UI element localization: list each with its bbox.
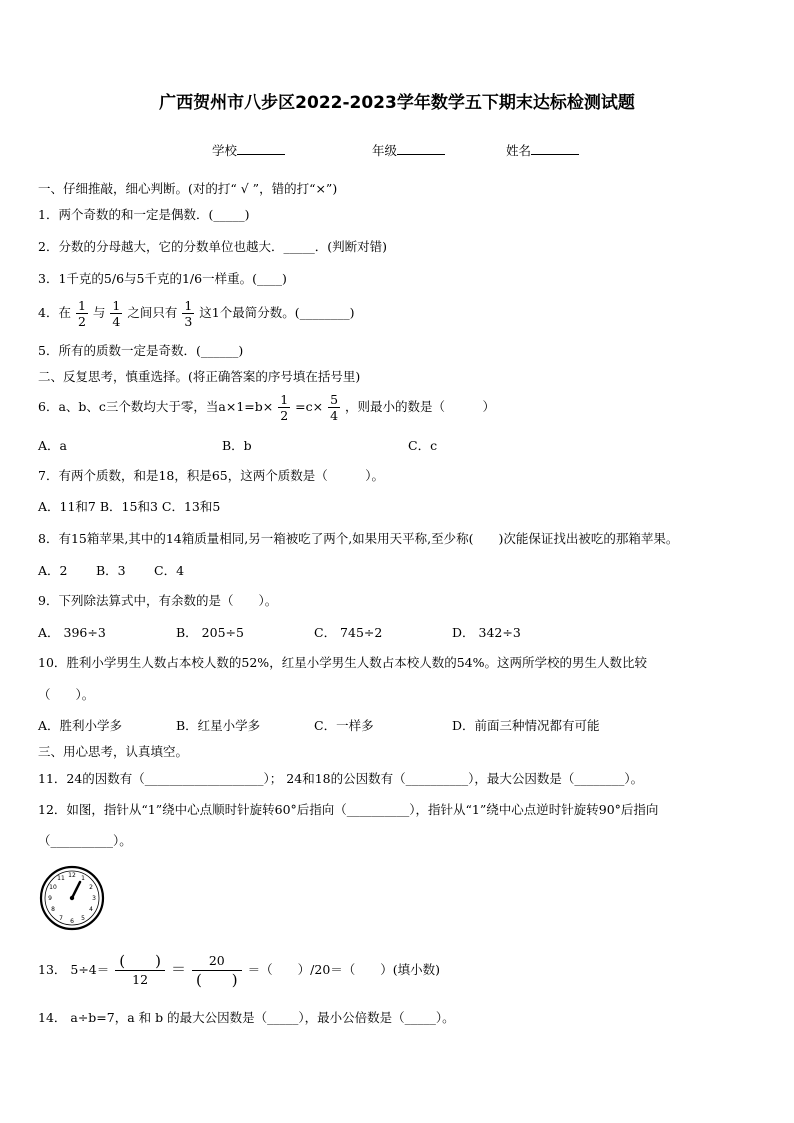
option-b: B．红星小学多 xyxy=(176,718,261,733)
fraction-blank-12: $\frac{( )}{12}$ xyxy=(115,952,165,989)
name-field: 姓名 xyxy=(506,140,579,159)
fraction-5-4: $\frac{5}{4}$ xyxy=(330,392,339,423)
svg-text:2: 2 xyxy=(89,884,93,891)
svg-text:8: 8 xyxy=(51,906,55,913)
school-field: 学校 xyxy=(212,140,285,159)
option-b: B．b xyxy=(222,438,252,453)
svg-text:3: 3 xyxy=(92,895,96,902)
question-7-options: A．11和7 B．15和3 C．13和5 xyxy=(38,499,221,514)
svg-text:6: 6 xyxy=(70,918,74,925)
question-7: 7．有两个质数，和是18，积是65，这两个质数是（ ）。 xyxy=(38,468,385,483)
question-10-cont: （ ）。 xyxy=(38,687,95,702)
question-12-cont: （__________）。 xyxy=(38,833,132,848)
fraction-1-3: $\frac{1}{3}$ xyxy=(184,298,193,329)
page-title: 广西贺州市八步区2022-2023学年数学五下期末达标检测试题 xyxy=(159,93,635,113)
section-2-heading: 二、反复思考，慎重选择。(将正确答案的序号填在括号里) xyxy=(38,369,361,384)
question-6: 6．a、b、c三个数均大于零，当a×1=b× $\frac{1}{2}$ =c× $\frac{5}{4}$ ，则最小的数是（ ） xyxy=(38,392,496,423)
svg-text:9: 9 xyxy=(48,895,52,902)
grade-field: 年级 xyxy=(372,140,445,159)
option-c: C． 745÷2 xyxy=(314,625,383,640)
section-1-heading: 一、仔细推敲，细心判断。(对的打“ √ ”，错的打“×”) xyxy=(38,181,338,196)
question-11: 11．24的因数有（___________________）； 24和18的公因数有（__________），最大公因数是（________）。 xyxy=(38,771,644,786)
question-5: 5．所有的质数一定是奇数．(______) xyxy=(38,343,244,358)
question-2: 2．分数的分母越大，它的分数单位也越大．_____．(判断对错) xyxy=(38,239,387,254)
option-d: D．前面三种情况都有可能 xyxy=(452,718,600,733)
svg-text:5: 5 xyxy=(81,915,85,922)
question-10: 10．胜利小学男生人数占本校人数的52%，红星小学男生人数占本校人数的54%。这两所学校的男生人数比较 xyxy=(38,655,647,670)
svg-text:11: 11 xyxy=(57,875,65,882)
fraction-1-2: $\frac{1}{2}$ xyxy=(77,298,86,329)
option-c: C．4 xyxy=(154,563,185,578)
fraction-1-4: $\frac{1}{4}$ xyxy=(112,298,121,329)
option-c: C．c xyxy=(408,438,438,453)
svg-text:10: 10 xyxy=(49,884,57,891)
option-d: D． 342÷3 xyxy=(452,625,521,640)
question-3: 3．1千克的5/6与5千克的1/6一样重。(____) xyxy=(38,271,287,286)
question-9: 9．下列除法算式中，有余数的是（ ）。 xyxy=(38,593,278,608)
option-a: A．2 xyxy=(38,563,68,578)
option-c: C．一样多 xyxy=(314,718,374,733)
clock-icon xyxy=(38,862,106,932)
option-b: B．3 xyxy=(96,563,126,578)
question-14: 14． a÷b=7，a 和 b 的最大公因数是（_____），最小公倍数是（_____）。 xyxy=(38,1010,455,1025)
svg-text:1: 1 xyxy=(81,875,85,882)
option-a: A． 396÷3 xyxy=(38,625,106,640)
option-a: A．胜利小学多 xyxy=(38,718,123,733)
question-12: 12．如图，指针从“1”绕中心点顺时针旋转60°后指向（__________），指针从“1”绕中心点逆时针旋转90°后指向 xyxy=(38,802,659,817)
question-1: 1．两个奇数的和一定是偶数．(_____) xyxy=(38,207,250,222)
question-8: 8．有15箱苹果,其中的14箱质量相同,另一箱被吃了两个,如果用天平称,至少称( )次能保证找出被吃的那箱苹果。 xyxy=(38,531,679,546)
fraction-20-blank: $\frac{20}{( )}$ xyxy=(192,952,242,989)
fraction-1-2: $\frac{1}{2}$ xyxy=(280,392,289,423)
svg-text:7: 7 xyxy=(59,915,63,922)
section-3-heading: 三、用心思考，认真填空。 xyxy=(38,744,189,759)
svg-text:4: 4 xyxy=(89,906,93,913)
question-13: 13． 5÷4＝ $\frac{( )}{12}$ ＝ $\frac{20}{( )}$ ＝（ ）/20＝（ ）(填小数) xyxy=(38,952,441,989)
svg-text:12: 12 xyxy=(68,872,76,879)
option-b: B． 205÷5 xyxy=(176,625,244,640)
option-a: A．a xyxy=(38,438,67,453)
question-4: 4．在 $\frac{1}{2}$ 与 $\frac{1}{4}$ 之间只有 $\frac{1}{3}$ 这1个最简分数。(________) xyxy=(38,298,355,329)
